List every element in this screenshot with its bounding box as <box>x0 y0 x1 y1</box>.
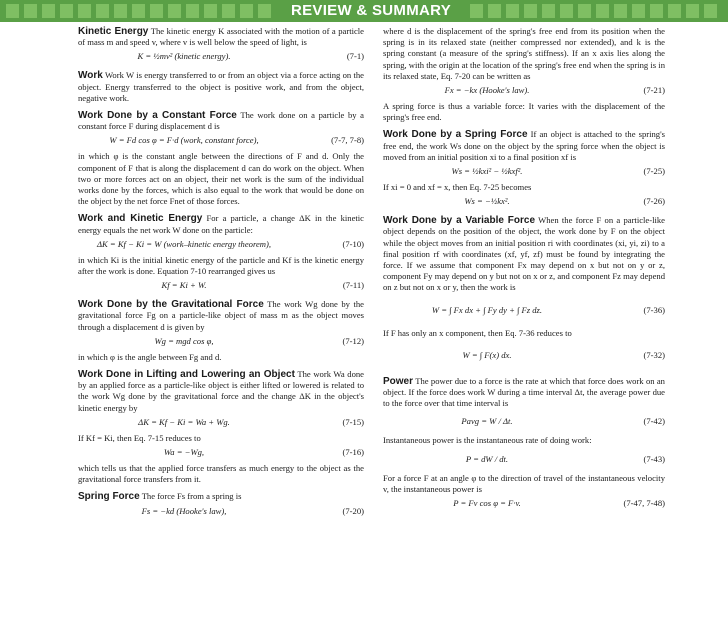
equation: P = dW / dt. <box>465 453 509 464</box>
paragraph: in which φ is the angle between Fg and d. <box>78 351 222 362</box>
banner-square <box>668 4 681 18</box>
equation-number: (7-42) <box>643 416 665 427</box>
banner-square <box>114 4 127 18</box>
section-heading: Work Done by a Variable Force <box>383 215 536 227</box>
equation-row <box>78 504 364 519</box>
body-text: where d is the displacement of the spring's free end from its position when the spring is in its relaxed state (neither compressed nor extended), and k is the spring constant (a measure of the spring's stiffness). If an x axis lies along the spring, with the origin at the location of the spring's free end when the spring is in its relaxed state, Eq. 7-20 can be written as <box>383 26 665 81</box>
paragraph <box>78 213 364 235</box>
equation-row <box>383 448 665 470</box>
banner-square <box>506 4 519 18</box>
equation-number: (7-47, 7-48) <box>623 498 665 509</box>
summary-section <box>383 26 665 123</box>
banner-square <box>6 4 19 18</box>
equation: Ws = −½kx². <box>464 196 510 207</box>
paragraph <box>383 215 665 293</box>
equation: ΔK = Kf − Ki = Wa + Wg. <box>138 416 230 427</box>
equation-number: (7-15) <box>342 416 364 427</box>
banner-square <box>488 4 501 18</box>
equation: P = Fv cos φ = F·v. <box>453 498 521 509</box>
banner-square <box>704 4 717 18</box>
equation-number: (7-10) <box>342 238 364 249</box>
paragraph: If F has only an x component, then Eq. 7-36 reduces to <box>383 327 572 338</box>
paragraph: Instantaneous power is the instantaneous rate of doing work: <box>383 435 592 446</box>
equation-row <box>78 133 364 148</box>
section-heading: Work and Kinetic Energy <box>78 213 203 225</box>
equation-row <box>383 83 665 98</box>
equation: W = ∫ F(x) dx. <box>462 349 512 360</box>
summary-section <box>78 110 364 207</box>
equation-number: (7-36) <box>643 304 665 315</box>
banner-square <box>168 4 181 18</box>
summary-section <box>78 70 364 104</box>
equation-row <box>78 445 364 460</box>
equation-row <box>383 496 665 511</box>
paragraph <box>78 110 364 132</box>
equation: W = ∫ Fx dx + ∫ Fy dy + ∫ Fz dz. <box>431 304 543 315</box>
equation: Wa = −Wg, <box>163 447 205 458</box>
equation-row <box>78 49 364 64</box>
equation-number: (7-32) <box>643 349 665 360</box>
banner-square <box>222 4 235 18</box>
equation-row <box>383 410 665 432</box>
body-text: The work Wg done by the gravitational force Fg on a particle-like object of mass m as the object moves through a displacement d is given by <box>78 299 364 332</box>
banner-square <box>132 4 145 18</box>
banner-square <box>60 4 73 18</box>
equation-number: (7-20) <box>342 505 364 516</box>
paragraph <box>78 26 364 48</box>
body-text: The work done on a particle by a constant force F during displacement d is <box>78 110 364 132</box>
paragraph <box>78 369 364 414</box>
banner-square <box>614 4 627 18</box>
equation-row <box>78 415 364 430</box>
banner-square <box>650 4 663 18</box>
equation-row <box>383 164 665 179</box>
section-title: REVIEW & SUMMARY <box>278 0 464 22</box>
equation-number: (7-12) <box>342 335 364 346</box>
equation-row <box>78 334 364 349</box>
equation-number: (7-21) <box>643 85 665 96</box>
paragraph: which tells us that the applied force transfers as much energy to the object as the gravitational force transfers from it. <box>78 463 364 485</box>
section-heading: Work Done in Lifting and Lowering an Object <box>78 369 295 381</box>
equation: Wg = mgd cos φ, <box>154 335 214 346</box>
banner-square <box>470 4 483 18</box>
banner-square <box>578 4 591 18</box>
equation: K = ½mv² (kinetic energy). <box>137 51 231 62</box>
paragraph: For a force F at an angle φ to the direction of travel of the instantaneous velocity v, the instantaneous power is <box>383 472 665 494</box>
paragraph: If Kf = Ki, then Eq. 7-15 reduces to <box>78 432 201 443</box>
equation: Kf = Ki + W. <box>161 280 207 291</box>
equation-row <box>383 340 665 370</box>
paragraph <box>78 299 364 333</box>
banner-square <box>204 4 217 18</box>
paragraph <box>383 376 665 410</box>
summary-section <box>383 215 665 370</box>
paragraph <box>78 70 364 104</box>
body-text: The work Wa done by an applied force as a particle-like object is either lifted or lowered is related to the work Wg done by the gravitational force and the change ΔK in the object's kinetic energy by <box>78 369 364 413</box>
banner-square <box>524 4 537 18</box>
banner-square <box>42 4 55 18</box>
banner-square <box>240 4 253 18</box>
equation-row <box>383 194 665 209</box>
equation-row <box>383 295 665 325</box>
body-text: When the force F on a particle-like object depends on the position of the object, the work done by F on the object while the object moves from an initial position ri with coordinates (xi, yi, zi) to a final position rf with coordinates (xf, yf, zf) must be found by integrating the force. If we assume that component Fx may depend on x but not on y or z, component Fy may depend on y but not on x or z, and component Fz may depend on z but not on x or y, then the work is <box>383 215 665 293</box>
banner-square <box>24 4 37 18</box>
equation-number: (7-43) <box>643 453 665 464</box>
equation-number: (7-11) <box>342 280 364 291</box>
equation: Fx = −kx (Hooke's law). <box>444 85 530 96</box>
banner-square <box>596 4 609 18</box>
banner-square <box>632 4 645 18</box>
equation-number: (7-25) <box>643 166 665 177</box>
paragraph: A spring force is thus a variable force: It varies with the displacement of the spring's free end. <box>383 101 665 123</box>
equation-number: (7-1) <box>346 51 364 62</box>
paragraph <box>78 491 364 502</box>
section-heading: Work <box>78 70 103 82</box>
equation: W = Fd cos φ = F·d (work, constant force), <box>109 135 259 146</box>
banner-square <box>186 4 199 18</box>
body-text: The power due to a force is the rate at which that force does work on an object. If the force does work W during a time interval Δt, the average power due to the force over that time interval is <box>383 375 665 409</box>
equation-row <box>78 237 364 252</box>
summary-section <box>383 129 665 209</box>
banner-square <box>96 4 109 18</box>
equation: Fs = −kd (Hooke's law), <box>141 505 227 516</box>
paragraph: If xi = 0 and xf = x, then Eq. 7-25 becomes <box>383 182 532 193</box>
review-summary-banner <box>0 0 728 22</box>
banner-square <box>78 4 91 18</box>
body-text: If an object is attached to the spring's free end, the work Ws done on the object by the spring force when the object is moved from an initial position xi to a final position xf is <box>383 129 666 162</box>
section-heading: Kinetic Energy <box>78 26 149 37</box>
summary-section <box>78 369 364 485</box>
left-column <box>78 26 364 525</box>
body-text: Work W is energy transferred to or from an object via a force acting on the object. Energy transferred to the object is positive work, and from the object, negative work. <box>78 70 364 103</box>
equation-row <box>78 278 364 293</box>
banner-square <box>150 4 163 18</box>
summary-section <box>78 299 364 363</box>
equation-number: (7-26) <box>643 196 665 207</box>
banner-square <box>542 4 555 18</box>
body-text: The force Fs from a spring is <box>141 491 242 502</box>
summary-section <box>78 491 364 518</box>
summary-section <box>78 213 364 293</box>
banner-square <box>560 4 573 18</box>
body-text: The kinetic energy K associated with the motion of a particle of mass m and speed v, where v is well below the speed of light, is <box>78 26 364 48</box>
banner-square <box>686 4 699 18</box>
banner-square <box>258 4 271 18</box>
right-column <box>383 26 665 517</box>
paragraph: in which Ki is the initial kinetic energy of the particle and Kf is the kinetic energy after the work is done. Equation 7-10 rearranged gives us <box>78 254 364 277</box>
equation: Ws = ½kxi² − ½kxf². <box>451 166 523 177</box>
section-heading: Spring Force <box>78 491 140 503</box>
section-heading: Power <box>383 375 414 387</box>
section-heading: Work Done by a Spring Force <box>383 129 528 141</box>
paragraph: in which φ is the constant angle between the directions of F and d. Only the component of F that is along the displacement d can do work on the object. When two or more forces act on an object, their net work is the sum of the individual works done by the forces, which is also equal to the work that would be done on the object by the net force Fnet of those forces. <box>78 151 364 207</box>
equation: ΔK = Kf − Ki = W (work–kinetic energy theorem), <box>96 238 272 249</box>
summary-section <box>383 376 665 511</box>
equation-number: (7-16) <box>342 447 364 458</box>
section-heading: Work Done by a Constant Force <box>78 110 237 122</box>
section-heading: Work Done by the Gravitational Force <box>78 299 264 311</box>
summary-section <box>78 26 364 64</box>
paragraph <box>383 129 665 163</box>
body-text: For a particle, a change ΔK in the kinetic energy equals the net work W done on the particle: <box>78 213 364 235</box>
paragraph <box>383 26 665 82</box>
equation: Pavg = W / Δt. <box>461 416 513 427</box>
equation-number: (7-7, 7-8) <box>331 135 364 146</box>
